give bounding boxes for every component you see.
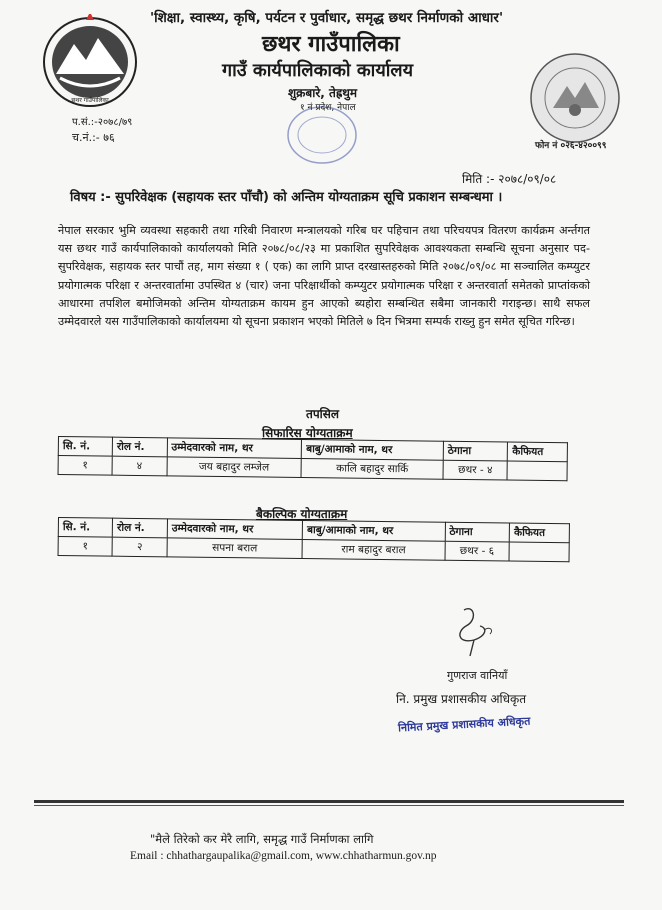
- signatory-name: गुणराज वानियाँ: [447, 669, 508, 682]
- phone-number: फोन नं ०२६-४२००९९: [535, 141, 607, 151]
- col-roll: रोल नं.: [112, 518, 167, 538]
- schedule-heading: तपसिल: [306, 407, 340, 421]
- notice-body: नेपाल सरकार भुमि व्यवस्था सहकारी तथा गरिबी निवारण मन्त्रालयको गरिब घर पहिचान तथा परिचयपत्र वितरण कार्यक्रम अर्न्तगत यस छथर गाउँ कार्यपालिकाको कार्यालयको मिति २०७८/०८/२३ मा प्रकाशित सुपरिवेक्षक आवश्यकता सम्बन्धि सूचना अनुसार पद-सुपरिवेक्षक, सहायक स्तर पाचौं तह, माग संख्या १ ( एक) का लागि प्राप्त दरखास्तहरुको मिति २०७८/०९/०८ मा सञ्चालित कम्प्युटर प्रयोगात्मक परिक्षा र अन्तरवार्तामा उपस्थित ४ (चार) जना परिक्षार्थीको कम्प्युटर प्रयोगात्मक परिक्षा र अन्तरवार्ता समेतको प्राप्तांकको आधारमा तपशिल बमोजिमको अन्तिम योग्यताक्रम कायम हुन आएको ब्यहोरा सम्बन्धित सबैमा जानकारी गराइन्छ। साथै सफल उम्मेदवारले यस गाउँपालिकाको कार्यालयमा यो सूचना प्रकाशन भएको मितिले ७ दिन भित्रमा सम्पर्क राख्नु हुन समेत सूचित गरिन्छ।: [58, 224, 590, 329]
- signatory-title: नि. प्रमुख प्रशासकीय अधिकृत: [396, 692, 527, 706]
- cell-roll: ४: [112, 456, 167, 476]
- cell-candidate: सपना बराल: [167, 538, 303, 559]
- office-province: १ नं प्रदेश, नेपाल: [300, 103, 356, 113]
- cell-remarks: [509, 542, 569, 562]
- cell-serial: १: [58, 537, 112, 557]
- logo-text: छथर गाउँपालिका: [71, 97, 109, 104]
- nepal-emblem-logo: [40, 14, 140, 109]
- footer-divider: [34, 800, 624, 803]
- footer-divider-thin: [34, 805, 624, 806]
- col-parent: बाबु/आमाको नाम, थर: [302, 520, 445, 541]
- col-address: ठेगाना: [443, 441, 508, 461]
- dispatch-number: च.नं.:- ७६: [72, 131, 115, 144]
- col-remarks: कैफियत: [508, 442, 568, 462]
- municipality-seal-icon: [527, 50, 623, 146]
- cell-candidate: जय बहादुर लम्जेल: [167, 457, 302, 478]
- col-candidate: उम्मेदवारको नाम, थर: [167, 519, 303, 540]
- col-serial: सि. नं.: [58, 518, 112, 538]
- page-title: छथर गाउँपालिका: [262, 32, 400, 57]
- alternate-list-title: बैकल्पिक योग्यताक्रम: [256, 507, 348, 521]
- notice-subject: विषय :- सुपरिवेक्षक (सहायक स्तर पाँचौ) को अन्तिम योग्यताक्रम सूचि प्रकाशन सम्बन्धमा ।: [70, 190, 503, 205]
- office-name: गाउँ कार्यपालिकाको कार्यालय: [222, 60, 414, 81]
- signatory-stamp: निमित प्रमुख प्रशासकीय अधिकृत: [397, 714, 531, 735]
- cell-parent: कालि बहादुर सार्कि: [301, 458, 443, 479]
- cell-roll: २: [112, 537, 167, 557]
- col-roll: रोल नं.: [112, 437, 167, 457]
- reference-number: प.सं.:-२०७८/७९: [72, 117, 133, 128]
- col-candidate: उम्मेदवारको नाम, थर: [167, 438, 302, 459]
- footer-slogan: "मैले तिरेको कर मेरै लागि, समृद्ध गाउँ निर्माणका लागि: [150, 832, 374, 846]
- recommended-list-title: सिफारिस योग्यताक्रम: [262, 426, 353, 440]
- col-remarks: कैफियत: [509, 523, 569, 543]
- notice-date: मिति :- २०७८/०९/०८: [462, 172, 557, 186]
- col-serial: सि. नं.: [58, 437, 112, 457]
- cell-remarks: [507, 461, 567, 481]
- cell-serial: १: [58, 456, 112, 476]
- recommended-table: [58, 436, 568, 481]
- footer-contact: Email : chhathargaupalika@gmail.com, www.chhatharmun.gov.np: [130, 850, 437, 862]
- cell-address: छथर - ४: [443, 460, 508, 480]
- alternate-table: [58, 517, 570, 562]
- col-parent: बाबु/आमाको नाम, थर: [302, 439, 444, 460]
- cell-address: छथर - ६: [445, 541, 510, 561]
- office-address: शुक्रबारे, तेह्रथुम: [288, 86, 358, 100]
- header-motto: 'शिक्षा, स्वास्थ्य, कृषि, पर्यटन र पुर्वाधार, समृद्ध छथर निर्माणको आधार': [150, 10, 504, 26]
- cell-parent: राम बहादुर बराल: [302, 539, 445, 560]
- signature-icon: [444, 600, 504, 660]
- col-address: ठेगाना: [445, 522, 510, 542]
